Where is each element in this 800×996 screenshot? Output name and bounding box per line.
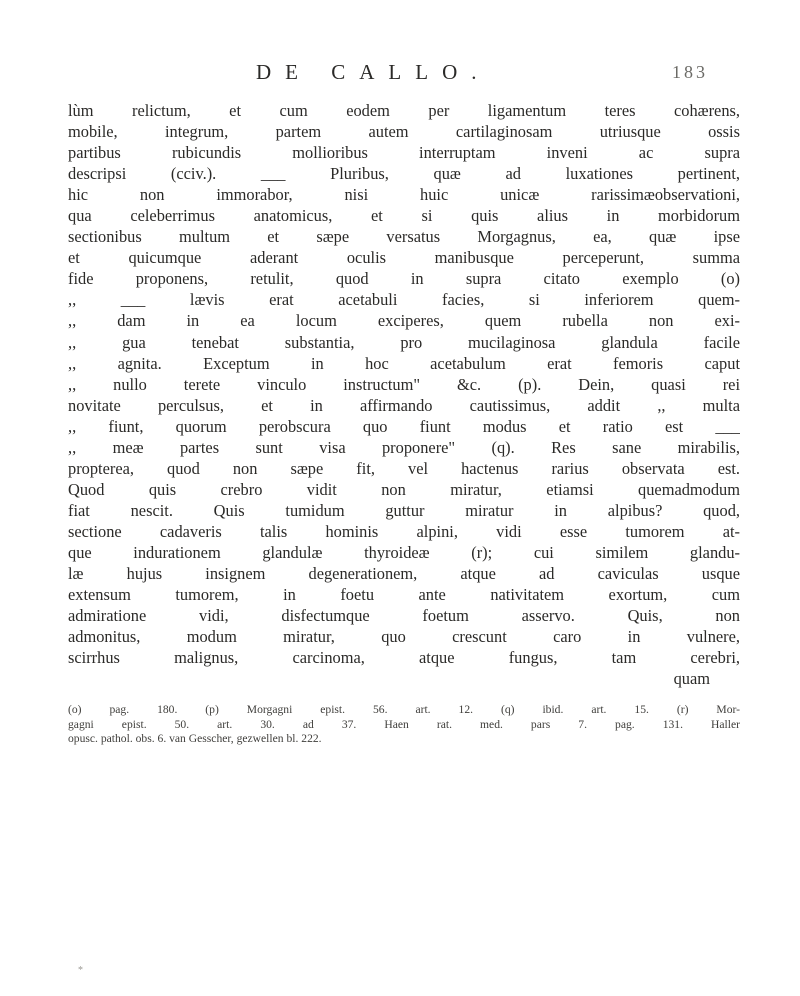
running-title: DE CALLO. xyxy=(256,60,491,84)
text-line: ,, dam in ea locum exciperes, quem rubella non exi- xyxy=(68,311,740,331)
text-line: admiratione vidi, disfectumque foetum asservo. Quis, non xyxy=(68,606,740,626)
page-number: 183 xyxy=(672,62,708,82)
text-line: que indurationem glandulæ thyroideæ (r); cui similem glandu- xyxy=(68,542,740,562)
running-head xyxy=(68,60,740,100)
text-line: et quicumque aderant oculis manibusque perceperunt, summa xyxy=(68,248,740,268)
text-line: ,, ___ lævis erat acetabuli facies, si inferiorem quem- xyxy=(68,290,740,310)
text-line: partibus rubicundis mollioribus interruptam inveni ac supra xyxy=(68,143,740,163)
text-line: fiat nescit. Quis tumidum guttur miratur in alpibus? quod, xyxy=(68,500,740,520)
printer-mark: * xyxy=(78,965,83,976)
text-line: ,, agnita. Exceptum in hoc acetabulum erat femoris caput xyxy=(68,353,740,373)
text-line: læ hujus insignem degenerationem, atque ad caviculas usque xyxy=(68,564,740,584)
text-line: fide proponens, retulit, quod in supra citato exemplo (o) xyxy=(68,269,740,289)
text-line: extensum tumorem, in foetu ante nativitatem exortum, cum xyxy=(68,585,740,605)
footnote-line: opusc. pathol. obs. 6. van Gesscher, gezwellen bl. 222. xyxy=(68,732,322,746)
text-line: ,, nullo terete vinculo instructum" &c. (p). Dein, quasi rei xyxy=(68,374,740,394)
catchword: quam xyxy=(673,669,710,689)
text-line: sectionibus multum et sæpe versatus Morgagnus, ea, quæ ipse xyxy=(68,227,740,247)
text-line: lùm relictum, et cum eodem per ligamentum teres cohærens, xyxy=(68,101,740,120)
text-line: propterea, quod non sæpe fit, vel hactenus rarius observata est. xyxy=(68,458,740,478)
footnotes xyxy=(68,703,740,747)
text-line: mobile, integrum, partem autem cartilaginosam utriusque ossis xyxy=(68,122,740,142)
footnote-line: gagni epist. 50. art. 30. ad 37. Haen rat. med. pars 7. pag. 131. Haller xyxy=(68,717,740,731)
text-line: qua celeberrimus anatomicus, et si quis alius in morbidorum xyxy=(68,206,740,226)
text-line: hic non immorabor, nisi huic unicæ rarissimæobservationi, xyxy=(68,185,740,205)
text-line: Quod quis crebro vidit non miratur, etiamsi quemadmodum xyxy=(68,479,740,499)
text-line: ,, fiunt, quorum perobscura quo fiunt modus et ratio est ___ xyxy=(68,416,740,436)
body-text xyxy=(68,100,740,689)
text-line: descripsi (cciv.). ___ Pluribus, quæ ad luxationes pertinent, xyxy=(68,164,740,184)
footnote-line: (o) pag. 180. (p) Morgagni epist. 56. art. 12. (q) ibid. art. 15. (r) Mor- xyxy=(68,703,740,717)
text-line: sectione cadaveris talis hominis alpini, vidi esse tumorem at- xyxy=(68,521,740,541)
text-line: ,, gua tenebat substantia, pro mucilaginosa glandula facile xyxy=(68,332,740,352)
text-line: scirrhus malignus, carcinoma, atque fungus, tam cerebri, xyxy=(68,648,740,668)
text-line: novitate perculsus, et in affirmando cautissimus, addit ,, multa xyxy=(68,395,740,415)
text-line: admonitus, modum miratur, quo crescunt caro in vulnere, xyxy=(68,627,740,647)
text-line: ,, meæ partes sunt visa proponere" (q). Res sane mirabilis, xyxy=(68,437,740,457)
